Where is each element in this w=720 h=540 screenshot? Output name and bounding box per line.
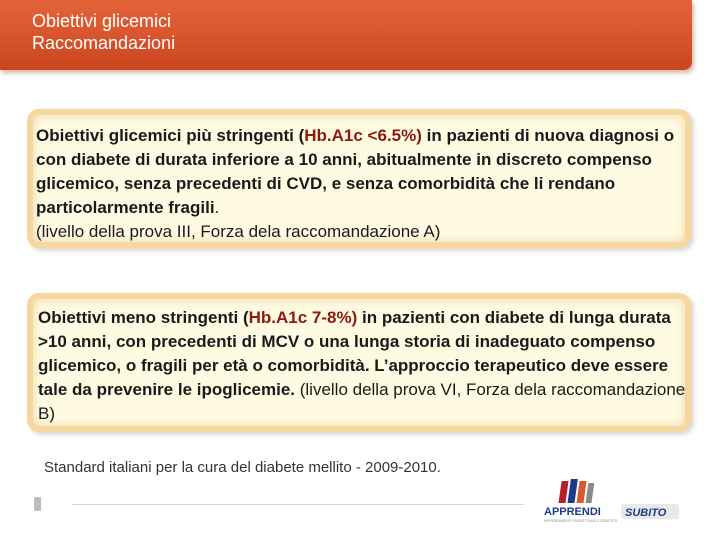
box2-lead: Obiettivi meno stringenti ( xyxy=(38,308,249,327)
logo-name-apprendi: APPRENDI xyxy=(544,506,601,518)
box2-body: in pazienti con diabete di lunga durata >10 anni, con precedenti di MCV o una lunga storia di inadeguato compenso glicemico, o fragili per età o comorbidità. L’approccio terapeutico deve essere tale da prevenire le ipoglicemie. xyxy=(38,308,671,399)
apprendi-subito-logo xyxy=(540,478,700,524)
title-line-1: Obiettivi glicemici xyxy=(32,11,172,31)
logo-tagline: APPRENDIMENTO PROGETTUALE E DIDATTICO xyxy=(544,519,618,523)
recommendation-text-less-strict xyxy=(38,306,688,426)
box1-body: in pazienti di nuova diagnosi o con diabete di durata inferiore a 10 anni, abitualmente in discreto compenso glicemico, senza precedenti di CVD, e senza comorbidità che li rendano particolarmente fragili xyxy=(36,126,675,217)
box2-evidence: (livello della prova VI, Forza dela raccomandazione B) xyxy=(38,380,686,423)
title-line-2: Raccomandazioni xyxy=(32,33,176,53)
logo-name-subito: SUBITO xyxy=(625,507,667,519)
source-text: Standard italiani per la cura del diabete mellito - 2009-2010 xyxy=(44,459,437,476)
box1-period: . xyxy=(214,198,220,217)
footer-marker xyxy=(34,497,41,511)
box1-highlight: Hb.A1c <6.5%) xyxy=(304,126,422,145)
header-banner xyxy=(0,0,692,70)
footer-divider xyxy=(72,504,524,505)
source-citation xyxy=(44,459,441,476)
slide-title xyxy=(32,10,175,54)
box1-lead: Obiettivi glicemici più stringenti ( xyxy=(36,126,305,145)
box1-evidence: (livello della prova III, Forza dela raccomandazione A) xyxy=(36,222,441,241)
box2-highlight: Hb.A1c 7-8%) xyxy=(248,308,358,327)
logo-mark-icon xyxy=(558,479,594,503)
source-period: . xyxy=(436,459,441,476)
recommendation-text-strict xyxy=(36,124,686,244)
